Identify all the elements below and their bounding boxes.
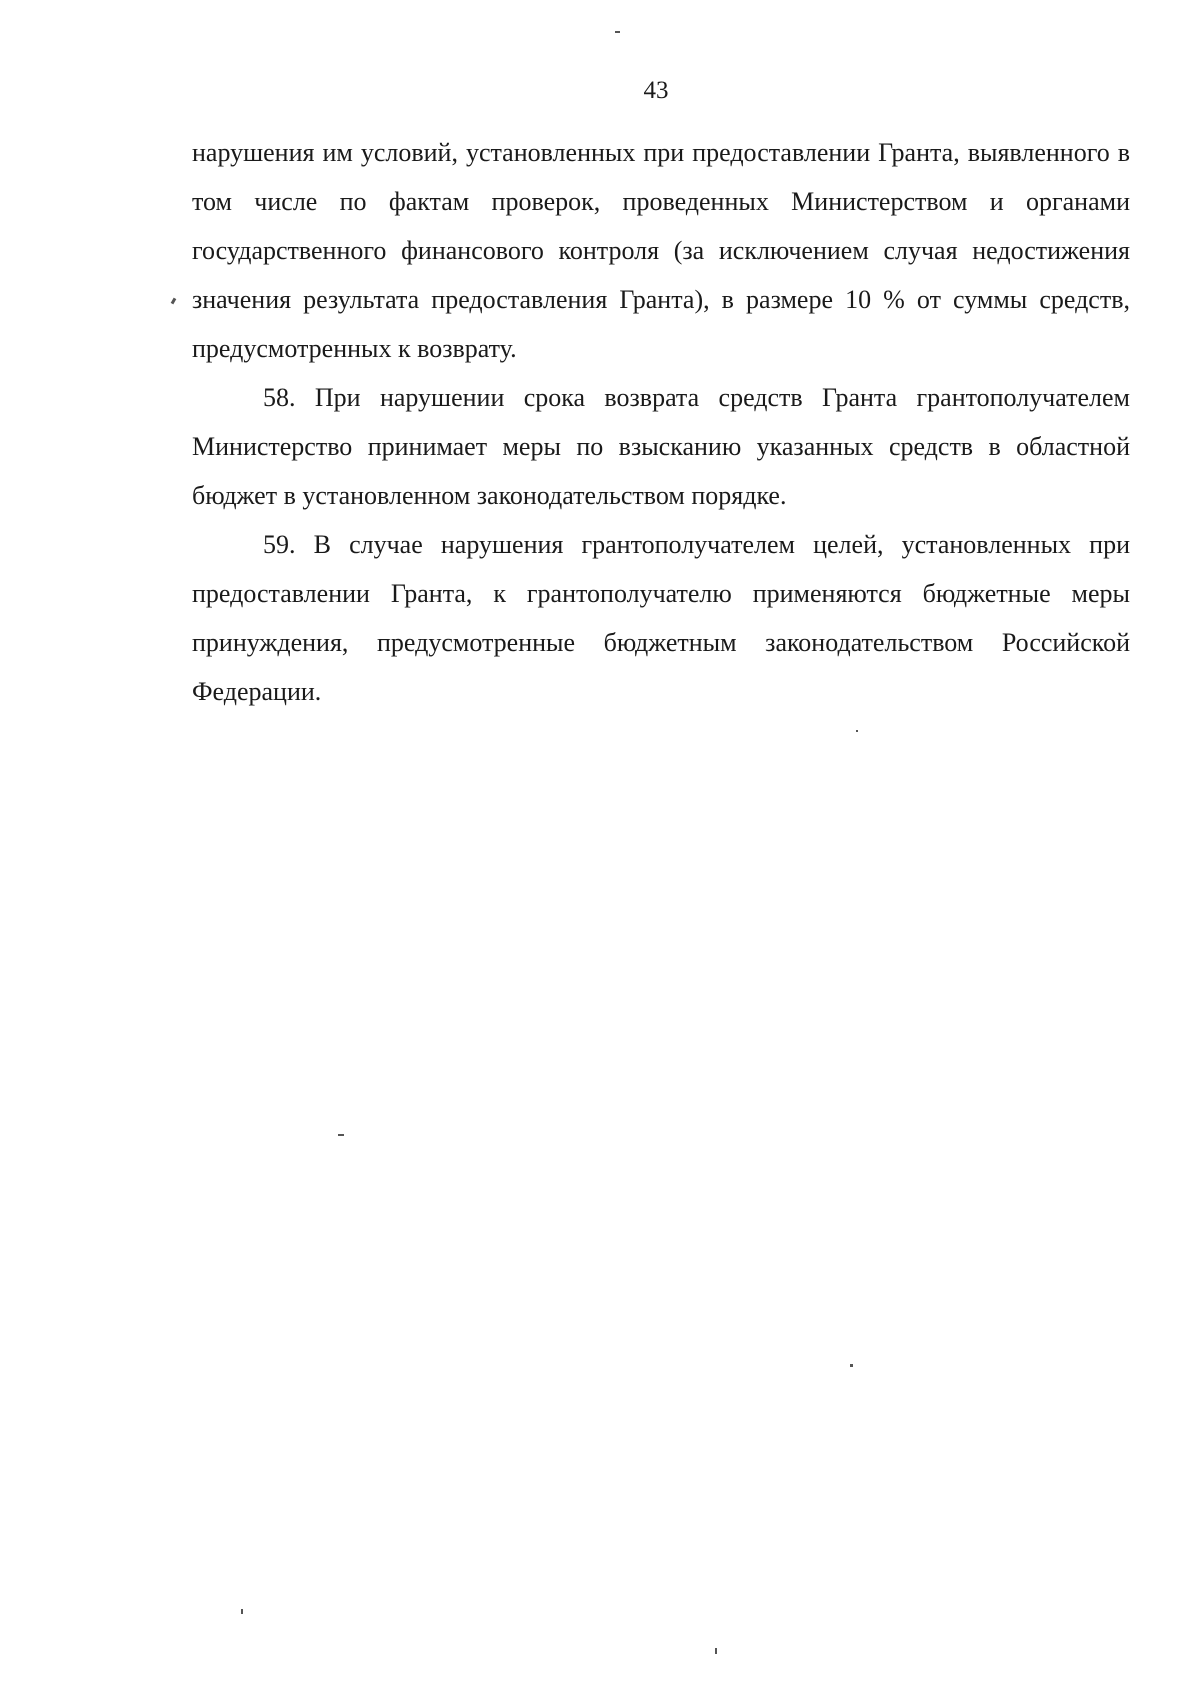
scan-speck: [856, 730, 858, 732]
scan-speck: [715, 1648, 717, 1654]
page-number: 43: [643, 77, 669, 104]
scan-speck: [241, 1609, 243, 1614]
scan-speck: [338, 1134, 344, 1136]
scan-speck: [615, 31, 620, 33]
document-body: [192, 128, 1130, 716]
paragraph-59: 59. В случае нарушения грантополучателем целей, установленных при предоставлении Гранта, к грантополучателю применяются бюджетные меры принуждения, предусмотренные бюджетным законодательством Российской Федерации.: [192, 530, 1130, 706]
scan-speck: [850, 1364, 853, 1367]
paragraph-continuation: нарушения им условий, установленных при предоставлении Гранта, выявленного в том числе по фактам проверок, проведенных Министерством и органами государственного финансового контроля (за исключением случая недостижения значения результата предоставления Гранта), в размере 10 % от суммы средств, предусмотренных к возврату.: [192, 138, 1130, 363]
scan-speck: [171, 298, 177, 305]
paragraph-58: 58. При нарушении срока возврата средств Гранта грантополучателем Министерство принимает меры по взысканию указанных средств в областной бюджет в установленном законодательством порядке.: [192, 383, 1130, 510]
